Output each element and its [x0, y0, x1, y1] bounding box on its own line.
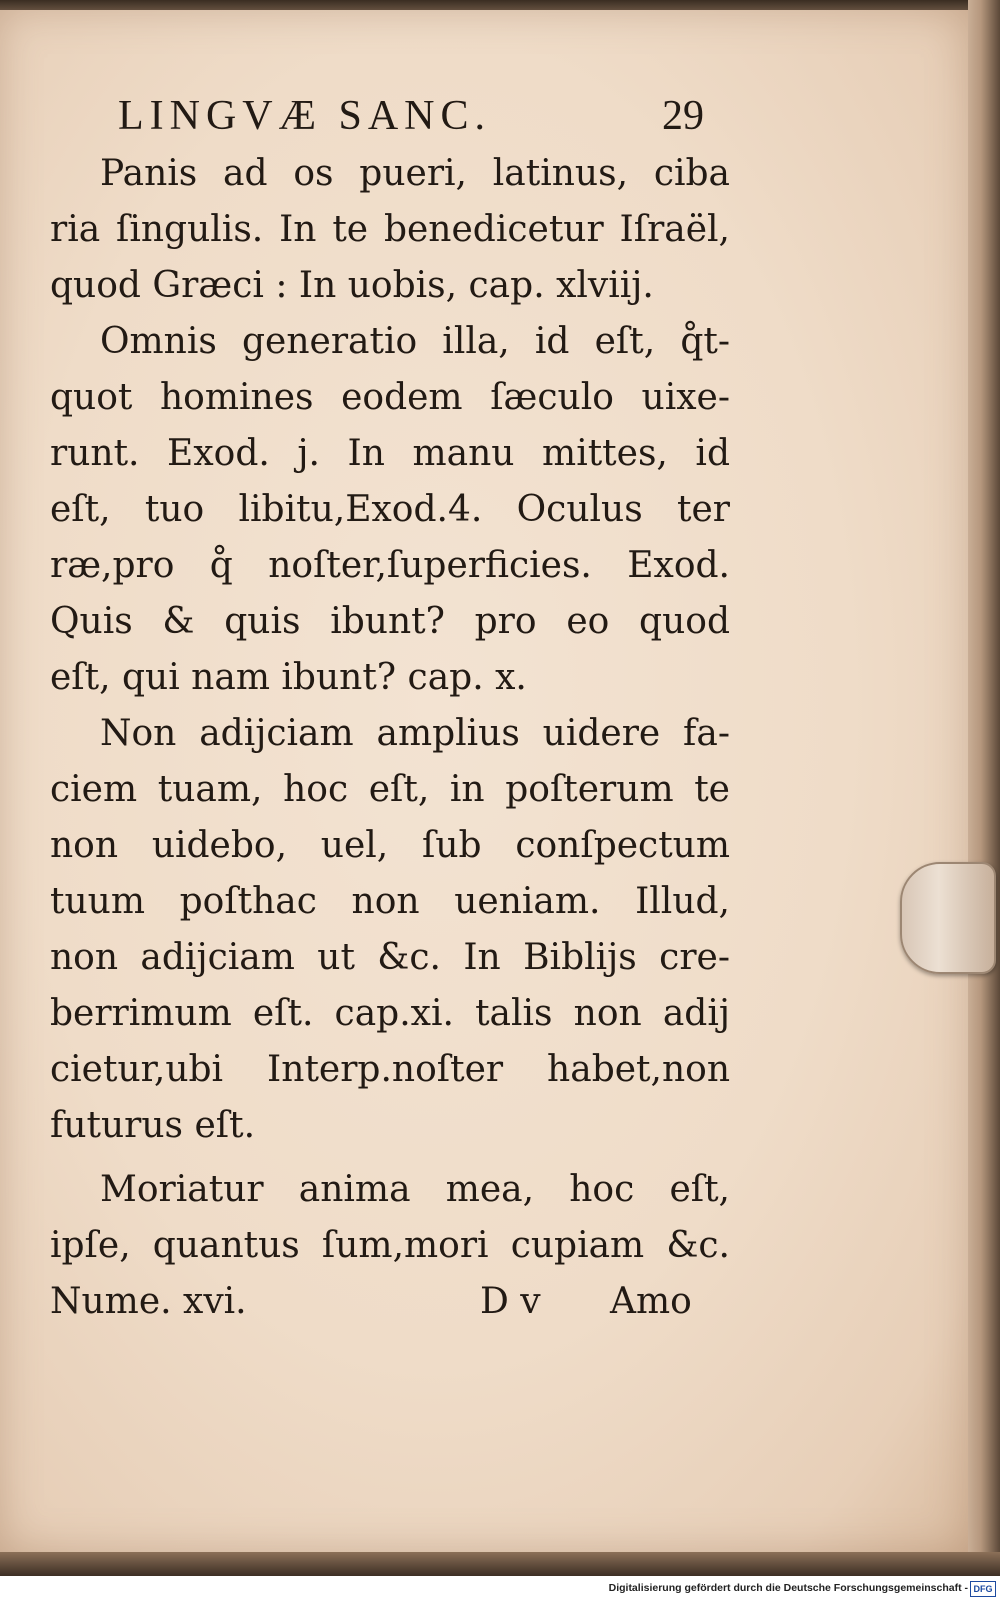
- text-line: ria ſingulis. In te benedicetur Iſraël,: [50, 209, 730, 250]
- text-line: futurus eſt.: [50, 1105, 256, 1146]
- text-line: ciem tuam, hoc eſt, in poſterum te: [50, 769, 730, 810]
- running-head-title: LINGVÆ SANC.: [118, 93, 492, 139]
- reference-text: Nume. xvi.: [50, 1281, 247, 1322]
- running-head: [50, 82, 730, 144]
- text-line: runt. Exod. j. In manu mittes, id: [50, 433, 730, 474]
- text-line: Omnis generatio illa, id eſt, q̊t-: [100, 321, 730, 362]
- book-clasp: [900, 862, 996, 974]
- text-line: tuum poſthac non ueniam. Illud,: [50, 881, 730, 922]
- text-block: [50, 82, 730, 1330]
- signature-mark: D v: [480, 1281, 541, 1322]
- book-bottom-edge: [0, 1552, 1000, 1576]
- text-line: quod Græci : In uobis, cap. xlviij.: [50, 265, 654, 306]
- dfg-logo: DFG: [970, 1581, 996, 1597]
- binding-edge: [968, 0, 1000, 1556]
- text-line: Panis ad os pueri, latinus, ciba: [100, 153, 730, 194]
- text-line: Quis & quis ibunt? pro eo quod: [50, 601, 730, 642]
- text-line: Non adijciam amplius uidere fa-: [100, 713, 730, 754]
- signature-line: [50, 1274, 730, 1330]
- text-line: eſt, tuo libitu,Exod.4. Oculus ter: [50, 489, 730, 530]
- text-line: non uidebo, uel, ſub conſpectum: [50, 825, 730, 866]
- text-line: ræ,pro q̊ noſter,ſuperficies. Exod.: [50, 545, 730, 586]
- text-line: eſt, qui nam ibunt? cap. x.: [50, 657, 527, 698]
- footer-bar: [0, 1576, 1000, 1602]
- page-number: 29: [662, 93, 704, 139]
- catchword: Amo: [610, 1281, 692, 1322]
- text-line: ipſe, quantus ſum,mori cupiam &c.: [50, 1225, 730, 1266]
- text-line: berrimum eſt. cap.xi. talis non adij: [50, 993, 730, 1034]
- text-line: Moriatur anima mea, hoc eſt,: [100, 1169, 730, 1210]
- text-line: quot homines eodem ſæculo uixe-: [50, 377, 730, 418]
- text-line: non adijciam ut &c. In Biblijs cre-: [50, 937, 730, 978]
- digitization-credit: Digitalisierung gefördert durch die Deutsche Forschungsgemeinschaft -: [608, 1582, 968, 1594]
- text-line: cietur,ubi Interp.noſter habet,non: [50, 1049, 730, 1090]
